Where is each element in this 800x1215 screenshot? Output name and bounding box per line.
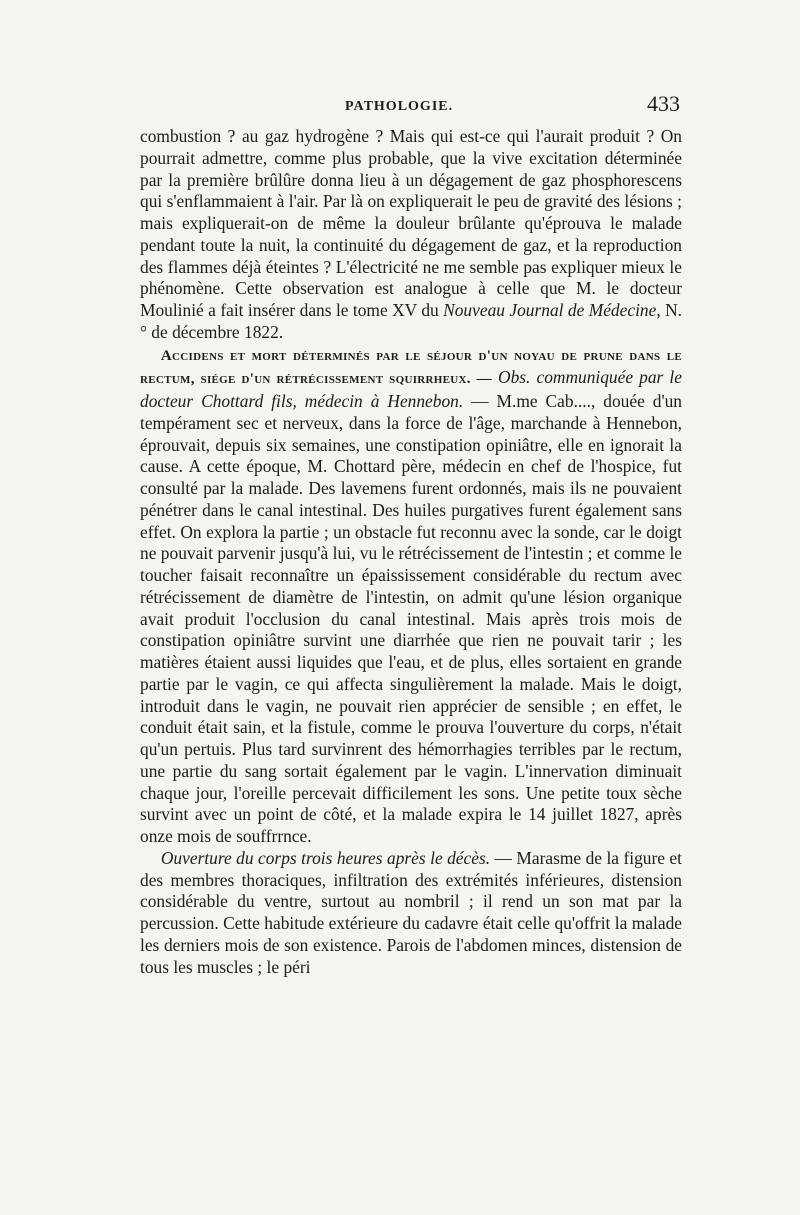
journal-title: Nouveau Journal de Médecine bbox=[443, 300, 657, 320]
case-source: Obs. communiquée par le docteur Chottard fils, médecin à Hennebon. bbox=[140, 367, 682, 411]
autopsy-heading: Ouverture du corps trois heures après le décès. bbox=[160, 847, 491, 868]
page-number: 433 bbox=[647, 91, 680, 116]
page-body bbox=[140, 126, 682, 978]
paragraph-2 bbox=[140, 344, 682, 848]
running-head: PATHOLOGIE. bbox=[345, 99, 454, 114]
paragraph-3 bbox=[140, 848, 682, 979]
paragraph-1-text: combustion ? au gaz hydrogène ? Mais qui est-ce qui l'aurait produit ? On pourrait admettre, comme plus probable, que la vive excitation déterminée par la première brûlûre donna lieu à un dégagement de gaz phosphorescens qui s'enflammaient à l'air. Par là on expliquerait le peu de gravité des lésions ; mais expliquerait-on de même la douleur brûlante qu'éprouva le malade pendant toute la nuit, la continuité du dégagement de gaz, et la reproduction des flammes déjà éteintes ? L'électricité ne me semble pas expliquer mieux le phénomène. Cette observation est analogue à celle que M. le docteur Moulinié a fait insérer dans le tome XV du bbox=[140, 126, 682, 320]
paragraph-3-text: — Marasme de la figure et des membres thoraciques, infiltration des extrémités inférieures, distension considérable du ventre, surtout au nombril ; il rend un son mat par la percussion. Cette habitude extérieure du cadavre était celle qu'offrit la malade les derniers mois de son existence. Parois de l'abdomen minces, distension de tous les muscles ; le péri bbox=[140, 847, 682, 977]
paragraph-2-text: — M.me Cab...., douée d'un tempérament sec et nerveux, dans la force de l'âge, marchande à Hennebon, éprouvait, depuis six semaines, une constipation opiniâtre, elle en ignorait la cause. A cette époque, M. Chottard père, médecin en chef de l'hospice, fut consulté par la malade. Des lavemens furent ordonnés, mais ils ne pouvaient pénétrer dans le canal intestinal. Des huiles purgatives furent également sans effet. On explora la partie ; un obstacle fut reconnu avec la sonde, car le doigt ne pouvait parvenir jusqu'à lui, vu le rétrécissement de l'intestin ; et comme le toucher faisait reconnaître un épaississement considérable du rectum avec rétrécissement de diamètre de l'intestin, on admit qu'une lésion organique avait produit l'occlusion du canal intestinal. Mais après trois mois de constipation opiniâtre survint une diarrhée que rien ne pouvait tarir ; les matières étaient aussi liquides que l'eau, et de plus, elles sortaient en grande partie par le vagin, ce qui affecta singulièrement la malade. Mais le doigt, introduit dans le vagin, ne pouvait rien apprécier de sensible ; en effet, le conduit était sain, et la fistule, comme le prouva l'ouverture du corps, n'était qu'un pertuis. Plus tard survinrent des hémorrhagies terribles par le rectum, une partie du sang sortait également par le vagin. L'innervation diminuait chaque jour, l'oreille percevait difficilement les sons. Une petite toux sèche survint avec un point de côté, et la malade expira le 14 juillet 1827, après onze mois de souffrrnce. bbox=[140, 391, 682, 846]
case-heading: Accidens et mort déterminés par le séjour d'un noyau de prune dans le rectum, siége d'un rétrécissement squirrheux. — bbox=[140, 347, 682, 388]
paragraph-1-end: , N.° de décembre 1822. bbox=[140, 300, 682, 342]
paragraph-1 bbox=[140, 126, 682, 344]
page-header bbox=[140, 93, 680, 121]
